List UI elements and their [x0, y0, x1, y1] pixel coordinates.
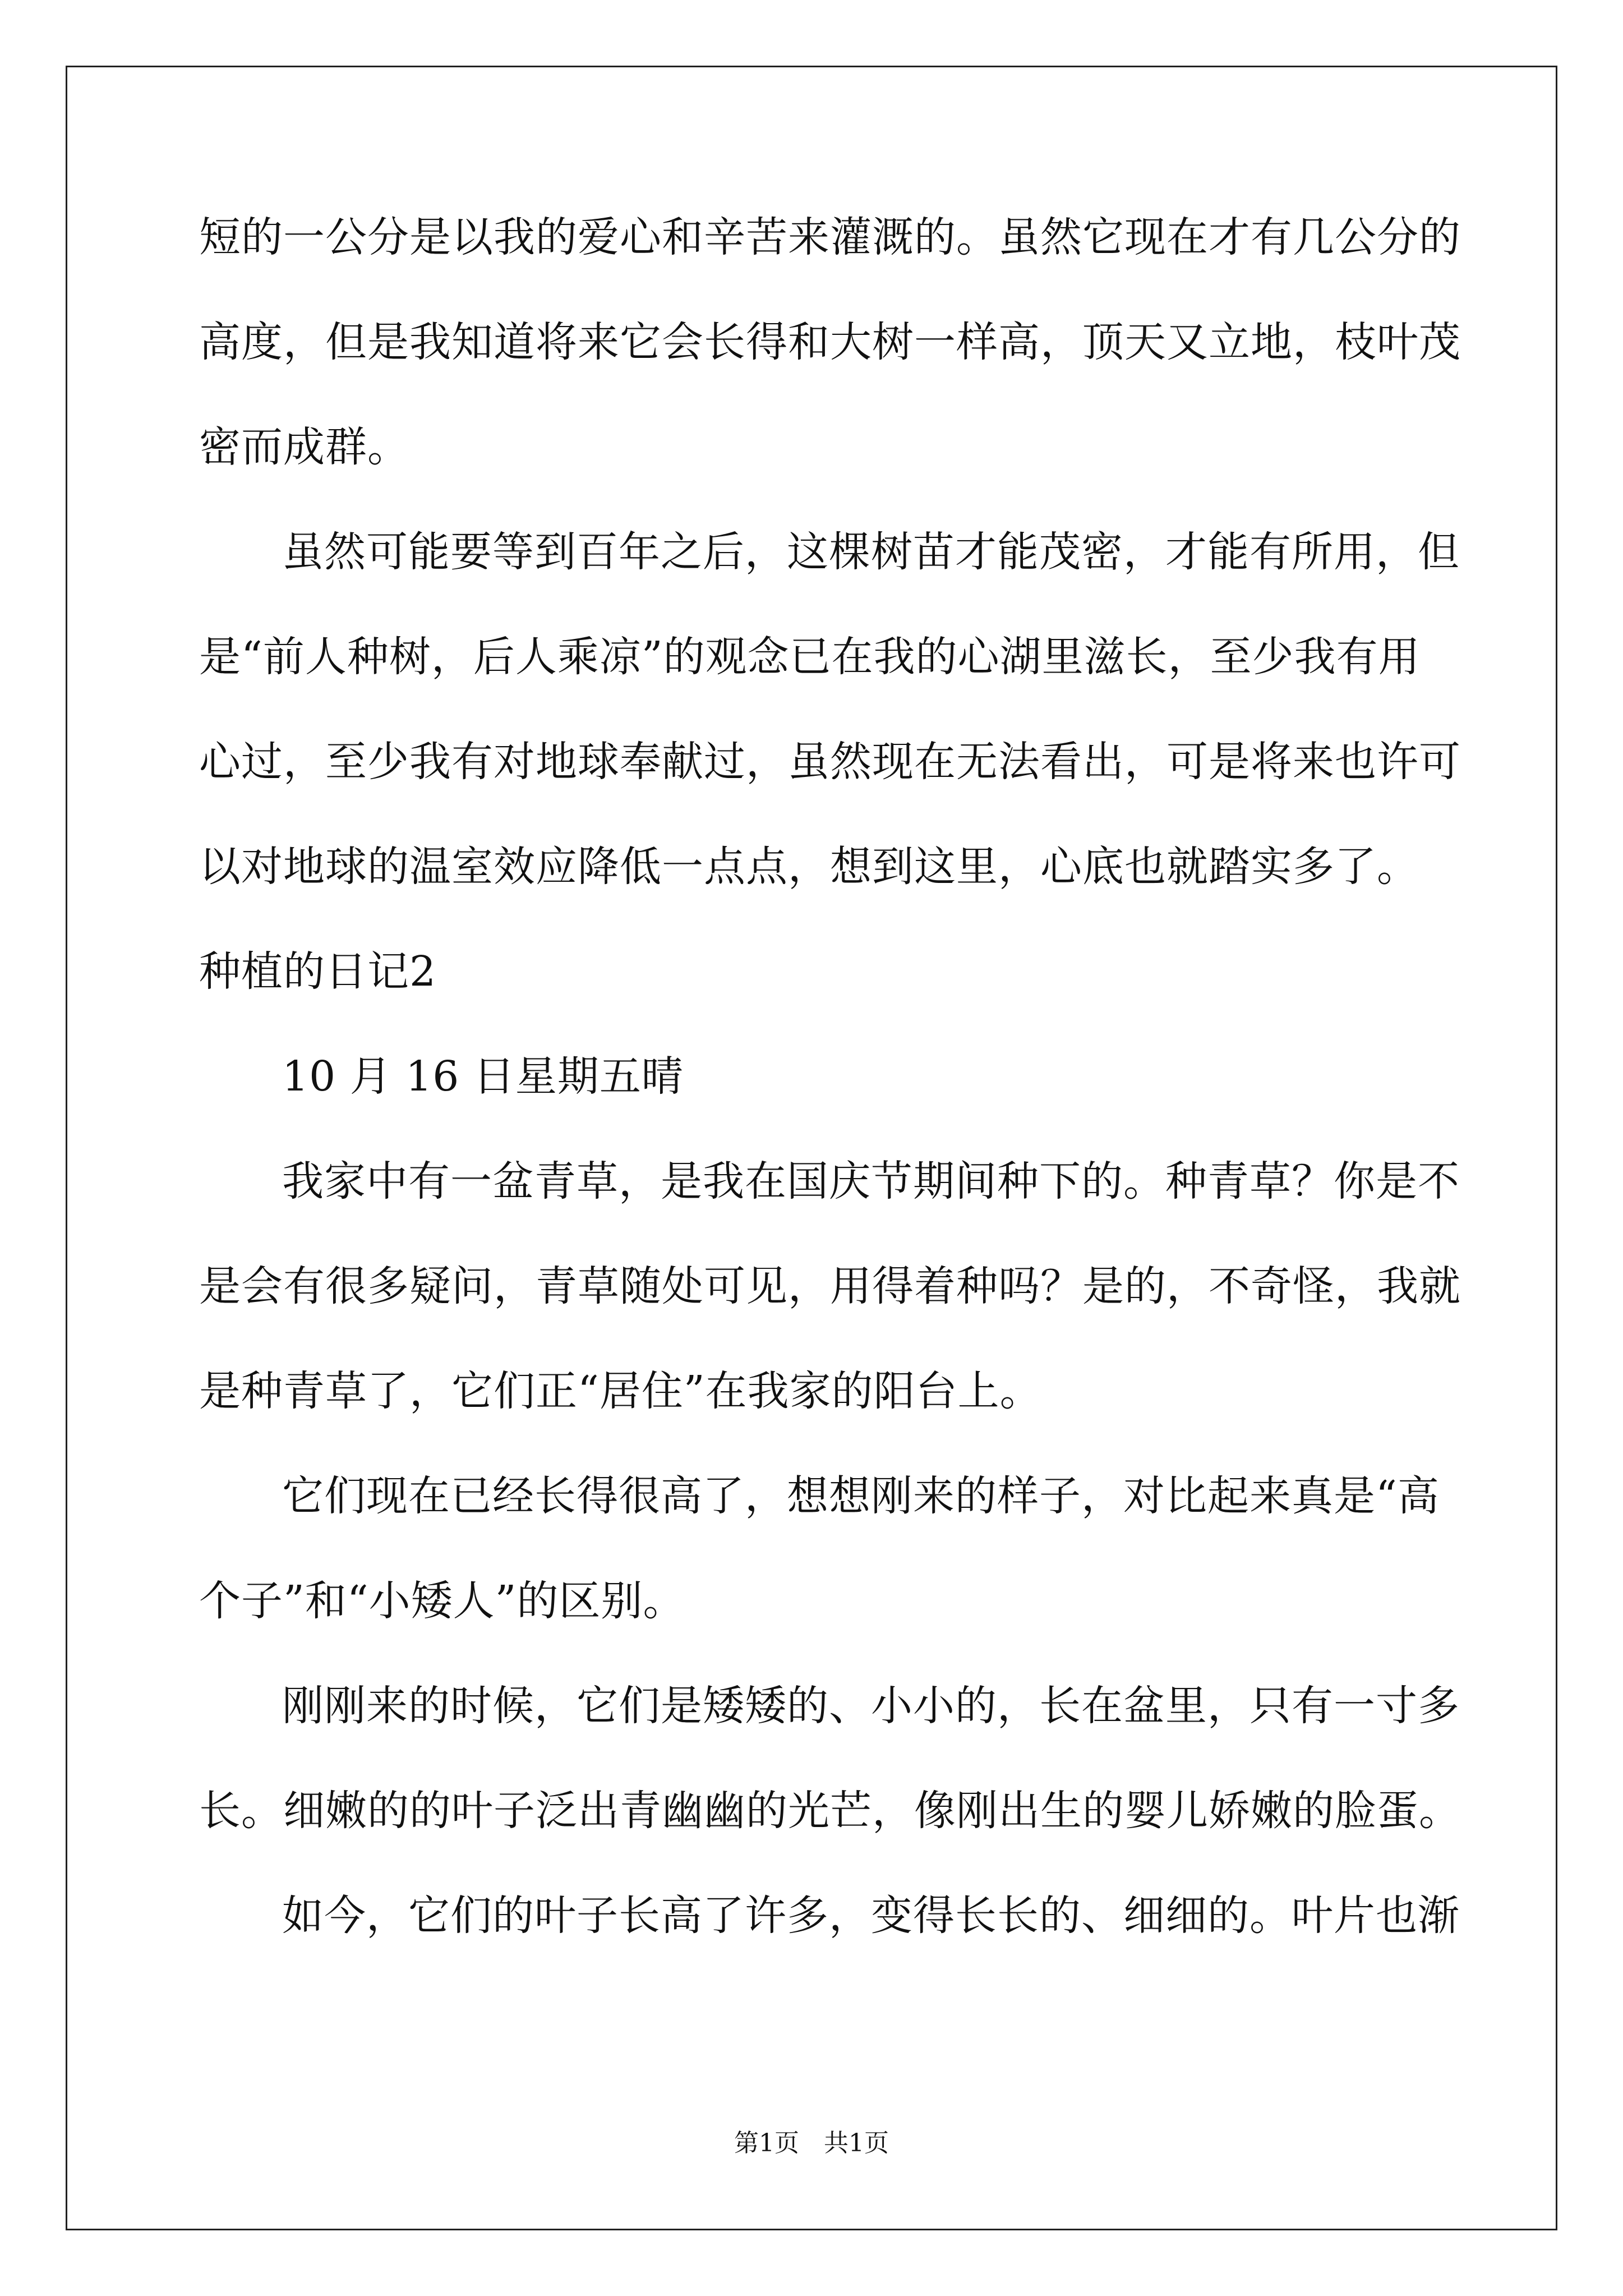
page-footer: 第1页 共1页: [734, 2129, 889, 2157]
text-line: 它们现在已经长得很高了，想想刚来的样子，对比起来真是“高: [282, 1472, 1440, 1520]
text-line: 密而成群。: [199, 423, 409, 471]
text-line: 如今，它们的叶子长高了许多，变得长长的、细细的。叶片也渐: [282, 1892, 1460, 1940]
date-line: 10 月 16 日星期五晴: [282, 1052, 684, 1101]
text-line: 长。细嫩的的叶子泛出青幽幽的光芒，像刚出生的婴儿娇嫩的脸蛋。: [199, 1787, 1461, 1835]
text-line: 是种青草了，它们正“居住”在我家的阳台上。: [199, 1367, 1042, 1415]
text-line: 个子”和“小矮人”的区别。: [199, 1577, 685, 1625]
text-line: 以对地球的温室效应降低一点点，想到这里，心底也就踏实多了。: [199, 843, 1419, 891]
text-line: 是“前人种树，后人乘凉”的观念已在我的心湖里滋长，至少我有用: [199, 633, 1421, 681]
text-line: 心过，至少我有对地球奉献过，虽然现在无法看出，可是将来也许可: [199, 738, 1461, 786]
text-line: 刚刚来的时候，它们是矮矮的、小小的，长在盆里，只有一寸多: [282, 1682, 1460, 1730]
section-heading: 种植的日记2: [199, 947, 437, 996]
text-line: 高度，但是我知道将来它会长得和大树一样高，顶天又立地，枝叶茂: [199, 318, 1461, 366]
document-body: [199, 213, 1461, 1940]
text-line: 虽然可能要等到百年之后，这棵树苗才能茂密，才能有所用，但: [282, 528, 1460, 576]
text-line: 短的一公分是以我的爱心和辛苦来灌溉的。虽然它现在才有几公分的: [199, 213, 1461, 261]
text-line: 我家中有一盆青草，是我在国庆节期间种下的。种青草？你是不: [282, 1157, 1460, 1205]
text-line: 是会有很多疑问，青草随处可见，用得着种吗？是的，不奇怪，我就: [199, 1262, 1461, 1310]
